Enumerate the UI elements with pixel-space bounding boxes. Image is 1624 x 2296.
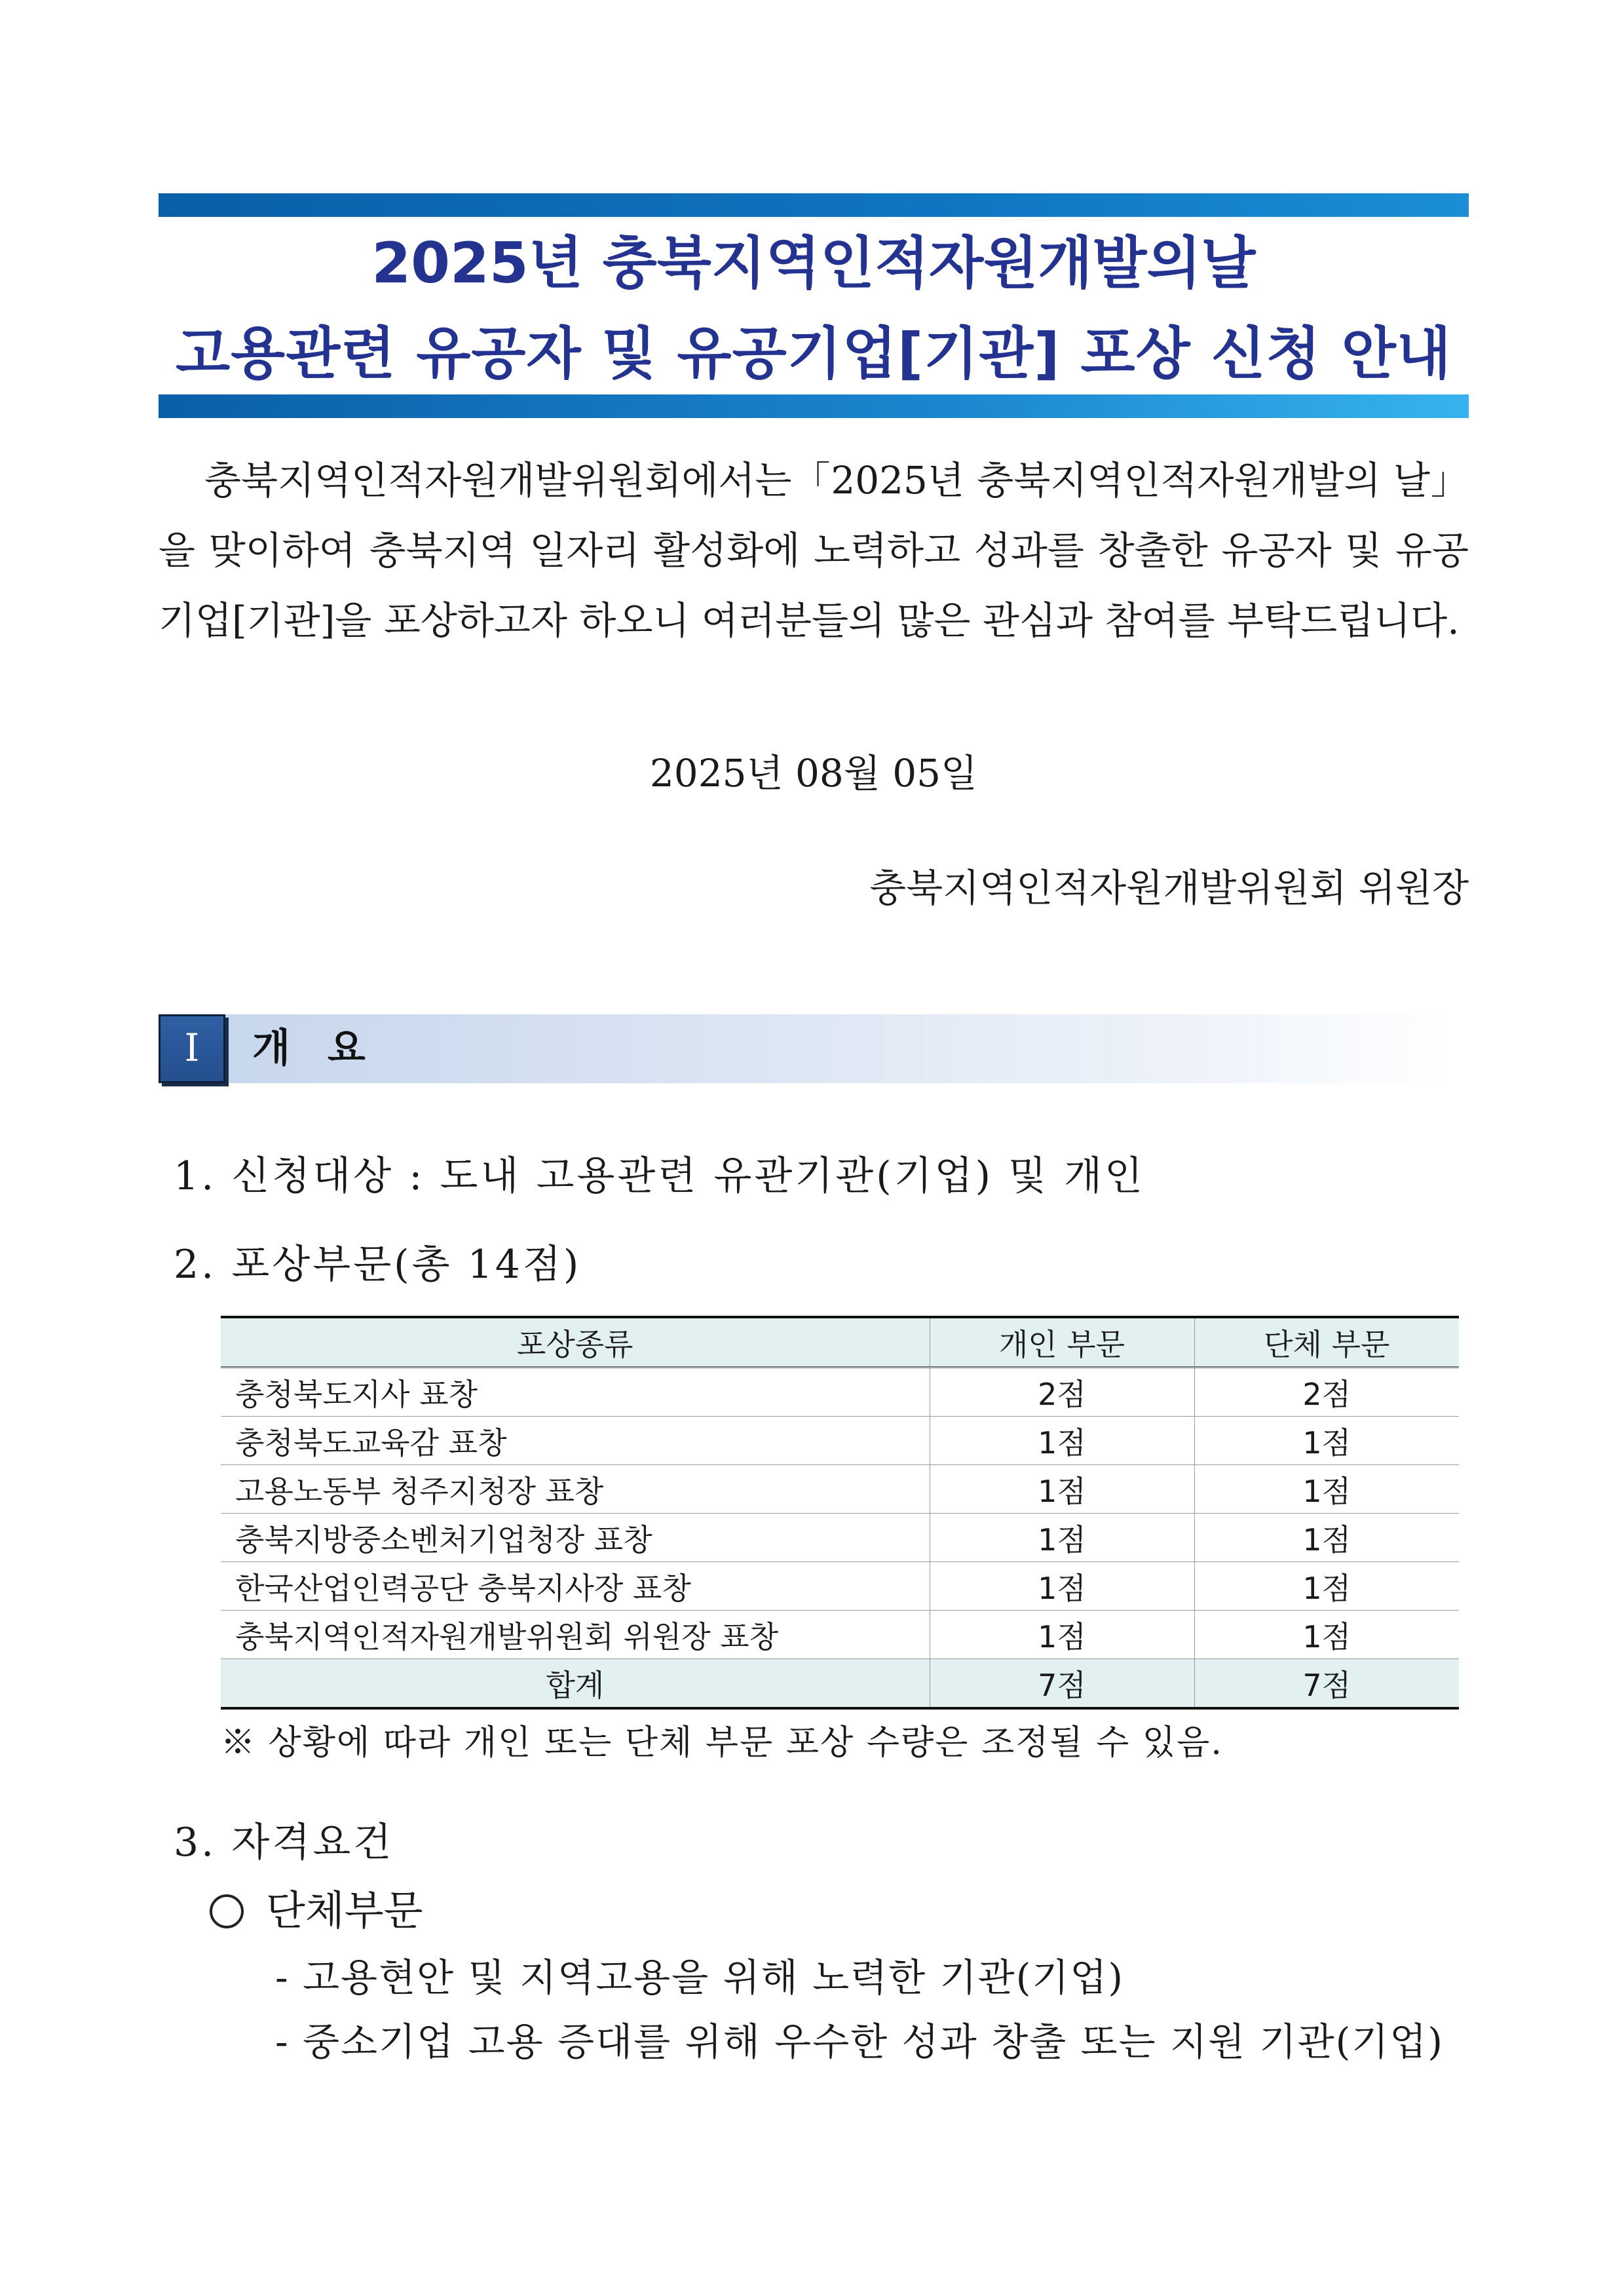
section-number-box: I xyxy=(159,1014,225,1083)
group-count-cell: 1점 xyxy=(1194,1465,1459,1514)
table-header-row xyxy=(221,1317,1459,1368)
total-group-cell: 7점 xyxy=(1194,1659,1459,1709)
column-header-individual: 개인 부문 xyxy=(930,1317,1194,1368)
table-row xyxy=(221,1514,1459,1562)
total-label-cell: 합계 xyxy=(221,1659,930,1709)
individual-count-cell: 1점 xyxy=(930,1562,1194,1611)
column-header-award-type: 포상종류 xyxy=(221,1317,930,1368)
table-row xyxy=(221,1562,1459,1611)
item-qualifications: 3. 자격요건 xyxy=(174,1820,394,1866)
list-item: - 중소기업 고용 증대를 위해 우수한 성과 창출 또는 지원 기관(기업) xyxy=(275,2019,1444,2064)
award-table xyxy=(221,1316,1459,1710)
award-name-cell: 고용노동부 청주지청장 표창 xyxy=(221,1465,930,1514)
table-row xyxy=(221,1611,1459,1659)
individual-count-cell: 1점 xyxy=(930,1465,1194,1514)
item-award-categories: 2. 포상부문(총 14점) xyxy=(174,1242,582,1288)
notice-date: 2025년 08월 05일 xyxy=(649,751,978,795)
group-count-cell: 1점 xyxy=(1194,1611,1459,1659)
document-title-line-2: 고용관련 유공자 및 유공기업[기관] 포상 신청 안내 xyxy=(176,321,1452,387)
item-eligibility-target: 1. 신청대상 : 도내 고용관련 유관기관(기업) 및 개인 xyxy=(174,1153,1146,1199)
table-row xyxy=(221,1465,1459,1514)
award-name-cell: 충청북도지사 표창 xyxy=(221,1368,930,1417)
award-name-cell: 한국산업인력공단 충북지사장 표창 xyxy=(221,1562,930,1611)
table-note: ※ 상황에 따라 개인 또는 단체 부문 포상 수량은 조정될 수 있음. xyxy=(221,1723,1223,1763)
individual-count-cell: 1점 xyxy=(930,1514,1194,1562)
title-top-bar xyxy=(159,193,1469,217)
award-name-cell: 충북지역인적자원개발위원회 위원장 표창 xyxy=(221,1611,930,1659)
column-header-group: 단체 부문 xyxy=(1194,1317,1459,1368)
award-name-cell: 충북지방중소벤처기업청장 표창 xyxy=(221,1514,930,1562)
individual-count-cell: 2점 xyxy=(930,1368,1194,1417)
individual-count-cell: 1점 xyxy=(930,1611,1194,1659)
section-title: 개 요 xyxy=(252,1025,377,1071)
group-count-cell: 2점 xyxy=(1194,1368,1459,1417)
award-name-cell: 충청북도교육감 표창 xyxy=(221,1417,930,1465)
group-category-heading xyxy=(210,1878,423,1943)
title-bottom-bar xyxy=(159,394,1469,418)
intro-paragraph: 충북지역인적자원개발위원회에서는「2025년 충북지역인적자원개발의 날」을 맞이하여 충북지역 일자리 활성화에 노력하고 성과를 창출한 유공자 및 유공기업[기관]을 포상하고자 하오니 여러분들의 많은 관심과 참여를 부탁드립니다. xyxy=(159,458,1469,643)
group-category-label: 단체부문 xyxy=(266,1886,423,1934)
circle-bullet-icon xyxy=(210,1894,244,1928)
table-total-row xyxy=(221,1659,1459,1709)
table-row xyxy=(221,1368,1459,1417)
notice-signer: 충북지역인적자원개발위원회 위원장 xyxy=(869,866,1469,910)
group-count-cell: 1점 xyxy=(1194,1562,1459,1611)
total-individual-cell: 7점 xyxy=(930,1659,1194,1709)
group-count-cell: 1점 xyxy=(1194,1417,1459,1465)
individual-count-cell: 1점 xyxy=(930,1417,1194,1465)
document-title-line-1: 2025년 충북지역인적자원개발의날 xyxy=(371,231,1256,296)
list-item: - 고용현안 및 지역고용을 위해 노력한 기관(기업) xyxy=(275,1955,1125,2000)
group-count-cell: 1점 xyxy=(1194,1514,1459,1562)
table-row xyxy=(221,1417,1459,1465)
